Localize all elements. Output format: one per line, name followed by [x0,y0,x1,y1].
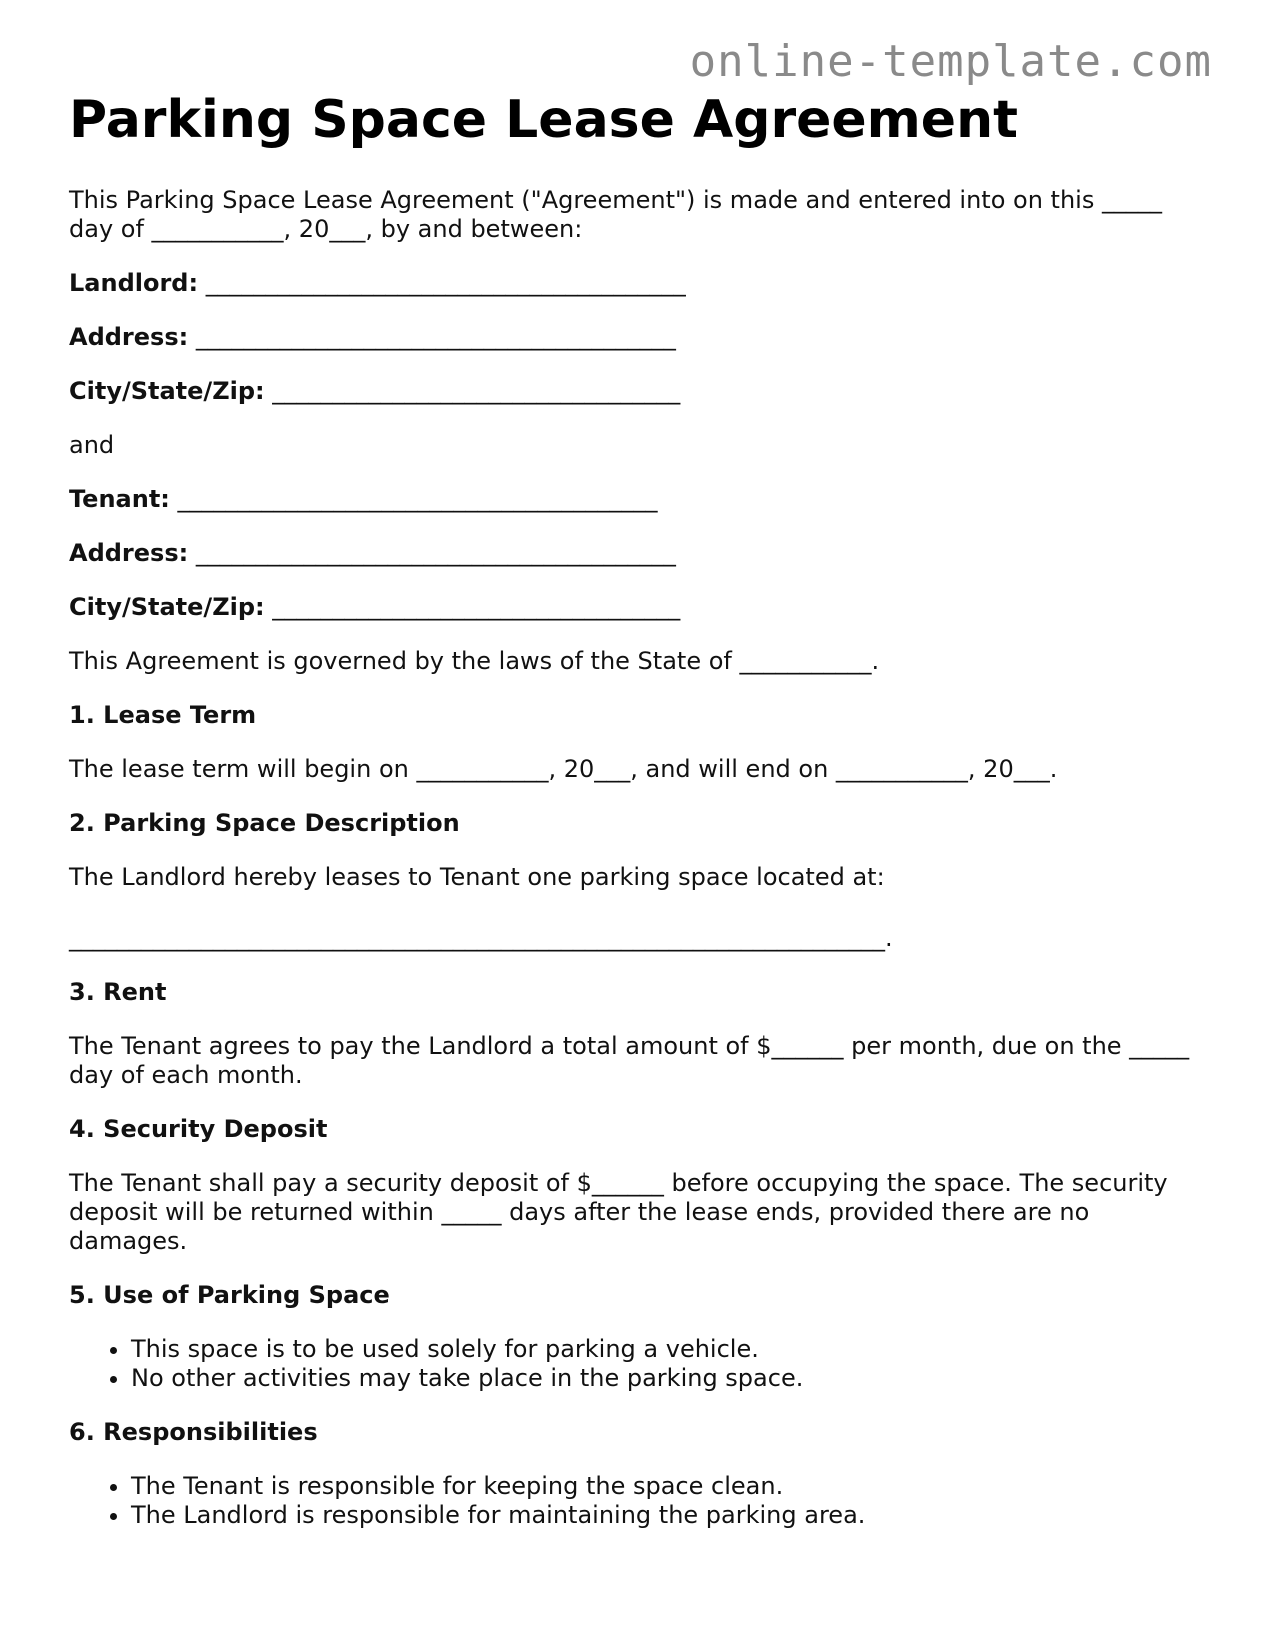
governing-law-paragraph: This Agreement is governed by the laws of the State of ___________. [69,647,880,675]
and-text: and [69,431,115,459]
tenant-name-blank: ________________________________________ [177,485,658,513]
landlord-name-field [69,269,1209,298]
page-title: Parking Space Lease Agreement [69,90,1018,150]
list-item: • No other activities may take place in the parking space. [131,1364,1209,1393]
section-description-heading: 2. Parking Space Description [69,809,460,837]
tenant-name-field [69,485,1209,514]
tenant-address-blank: ________________________________________ [195,539,676,567]
section-rent-body: The Tenant agrees to pay the Landlord a total amount of $______ per month, due on the _____ day of each month. [69,1032,1190,1089]
landlord-address-field [69,323,1209,352]
tenant-city-field [69,593,1209,622]
section-responsibilities-list [69,1472,1209,1530]
intro-paragraph: This Parking Space Lease Agreement ("Agreement") is made and entered into on this _____ day of ___________, 20___, by and between: [69,186,1162,243]
section-deposit-body: The Tenant shall pay a security deposit of $______ before occupying the space. The security deposit will be returned within _____ days after the lease ends, provided there are no damages. [69,1169,1168,1255]
landlord-city-field [69,377,1209,406]
landlord-address-label: Address: [69,323,189,351]
landlord-city-blank: __________________________________ [272,377,681,405]
watermark-text: online-template.com [689,36,1212,87]
section-use-heading: 5. Use of Parking Space [69,1281,390,1309]
list-item: • The Landlord is responsible for maintaining the parking area. [131,1501,1209,1530]
section-responsibilities-heading: 6. Responsibilities [69,1418,318,1446]
landlord-name-blank: ________________________________________ [205,269,686,297]
tenant-address-label: Address: [69,539,189,567]
tenant-city-blank: __________________________________ [272,593,681,621]
section-lease-term-body: The lease term will begin on ___________, 20___, and will end on ___________, 20___. [69,755,1058,783]
landlord-city-label: City/State/Zip: [69,377,265,405]
landlord-address-blank: ________________________________________ [195,323,676,351]
document-body [69,88,1209,1555]
tenant-city-label: City/State/Zip: [69,593,265,621]
tenant-name-label: Tenant: [69,485,170,513]
list-item: • This space is to be used solely for parking a vehicle. [131,1335,1209,1364]
landlord-name-label: Landlord: [69,269,199,297]
section-deposit-heading: 4. Security Deposit [69,1115,328,1143]
list-item: • The Tenant is responsible for keeping the space clean. [131,1472,1209,1501]
section-lease-term-heading: 1. Lease Term [69,701,257,729]
section-use-list [69,1335,1209,1393]
tenant-address-field [69,539,1209,568]
section-rent-heading: 3. Rent [69,978,167,1006]
section-description-location-blank: ____________________________________________________________________. [69,924,893,952]
section-description-body: The Landlord hereby leases to Tenant one parking space located at: [69,863,885,891]
